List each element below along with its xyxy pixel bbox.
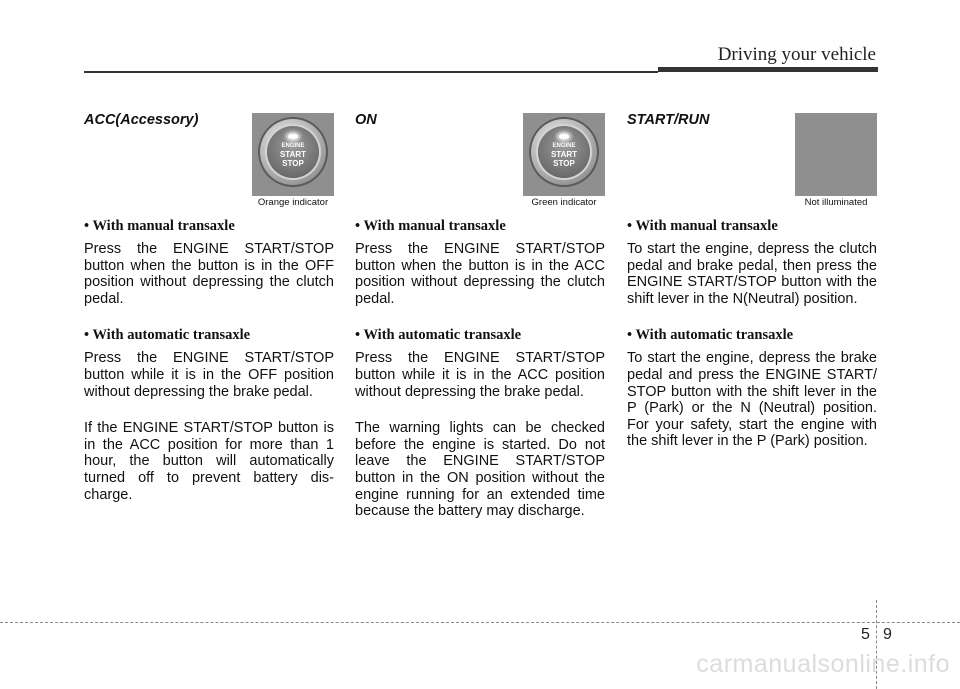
subsection-heading: • With manual transaxle xyxy=(84,218,235,234)
engine-button-figure xyxy=(523,113,605,210)
note-paragraph: If the ENGINE START/STOP button is in the ACC position for more than 1 hour, the button will automatically turned off to prevent battery dis-charge. xyxy=(84,420,334,503)
indicator-lamp-icon xyxy=(288,134,298,139)
chapter-number: 5 xyxy=(861,626,870,643)
button-label-line: STOP xyxy=(553,159,575,168)
page-number: 9 xyxy=(883,626,892,643)
engine-start-stop-button-icon xyxy=(258,117,328,187)
paragraph: To start the engine, depress the brake pedal and press the ENGINE START/ STOP button with the shift lever in the P (Park) or the N (Neutral) position. For your safety, start the engine with the shift lever in the P (Park) position. xyxy=(627,350,877,450)
section-title: ON xyxy=(355,112,377,128)
engine-start-stop-button-icon xyxy=(529,117,599,187)
figure-caption: Green indicator xyxy=(523,196,605,210)
paragraph: Press the ENGINE START/STOP button when the button is in the ACC position without depressing the clutch pedal. xyxy=(355,241,605,307)
note-paragraph: The warning lights can be checked before the engine is started. Do not leave the ENGINE START/STOP button in the ON position without the engine running for an extended time because the battery may discharge. xyxy=(355,420,605,520)
paragraph: To start the engine, depress the clutch pedal and brake pedal, then press the ENGINE START/STOP button with the shift lever in the N(Neutral) position. xyxy=(627,241,877,307)
indicator-lamp-icon xyxy=(559,134,569,139)
engine-button-figure-unlit xyxy=(795,113,877,210)
paragraph: Press the ENGINE START/STOP button when the button is in the OFF position without depressing the clutch pedal. xyxy=(84,241,334,307)
paragraph: Press the ENGINE START/STOP button while it is in the ACC position without depressing the brake pedal. xyxy=(355,350,605,400)
footer-dashed-rule xyxy=(0,622,960,623)
section-header-title: Driving your vehicle xyxy=(717,44,876,65)
button-label-line: ENGINE xyxy=(281,143,305,149)
button-label-line: START xyxy=(279,150,307,159)
figure-caption: Orange indicator xyxy=(252,196,334,210)
section-title: ACC(Accessory) xyxy=(84,112,199,128)
subsection-heading: • With automatic transaxle xyxy=(355,327,522,344)
section-body xyxy=(627,218,877,470)
section-body xyxy=(355,218,605,540)
button-label-line: STOP xyxy=(282,159,304,168)
section-body xyxy=(84,218,334,523)
subsection-heading: • With manual transaxle xyxy=(627,218,778,234)
watermark: carmanualsonline.info xyxy=(696,650,950,678)
button-label-line: ENGINE xyxy=(552,143,576,149)
paragraph: Press the ENGINE START/STOP button while it is in the OFF position without depressing the brake pedal. xyxy=(84,350,334,400)
section-title: START/RUN xyxy=(627,112,710,128)
engine-button-figure xyxy=(252,113,334,210)
button-label-line: START xyxy=(550,150,578,159)
subsection-heading: • With automatic transaxle xyxy=(84,327,251,344)
subsection-heading: • With automatic transaxle xyxy=(627,327,794,344)
header-rule-thick xyxy=(658,67,878,72)
figure-caption: Not illuminated xyxy=(795,196,877,210)
header-rule-thin xyxy=(84,71,658,73)
subsection-heading: • With manual transaxle xyxy=(355,218,506,234)
